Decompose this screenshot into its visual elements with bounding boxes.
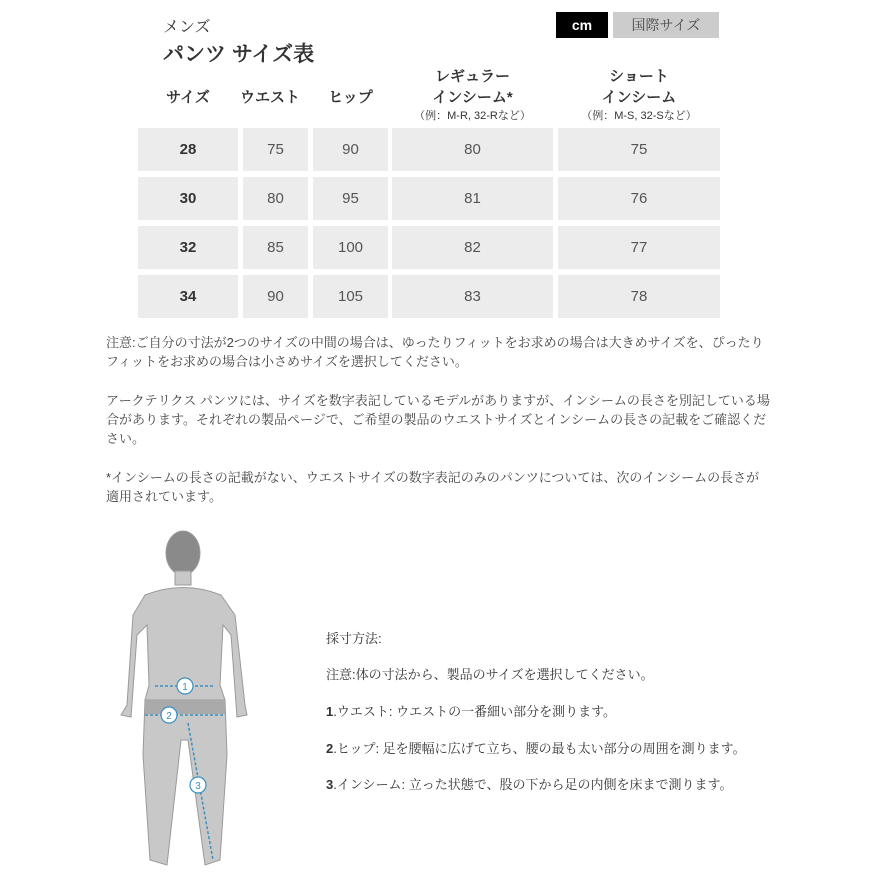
measurement-cell: 77 xyxy=(558,226,720,269)
measurement-cell: 105 xyxy=(313,275,388,318)
column-header-regular-inseam xyxy=(392,66,553,124)
measurement-cell: 100 xyxy=(313,226,388,269)
measurement-cell: 78 xyxy=(558,275,720,318)
category-label: メンズ xyxy=(163,19,211,36)
size-cell: 28 xyxy=(138,128,238,171)
measurement-cell: 80 xyxy=(243,177,308,220)
measurement-cell: 80 xyxy=(392,128,553,171)
size-cell: 32 xyxy=(138,226,238,269)
header-note: （例：M-S, 32-Sなど） xyxy=(581,110,697,122)
step-text: .ヒップ: 足を腰幅に広げて立ち、腰の最も太い部分の周囲を測ります。 xyxy=(333,741,746,756)
measure-caution: 注意:体の寸法から、製品のサイズを選択してください。 xyxy=(326,667,654,682)
note-paragraph: アークテリクス パンツには、サイズを数字表記しているモデルがありますが、インシームの長さを別記している場合があります。それぞれの製品ページで、ご希望の製品のウエストサイズとインシームの長さの記載をご確認ください。 xyxy=(106,393,770,446)
column-header-size: サイズ xyxy=(166,89,210,106)
step-number: 1 xyxy=(326,704,334,719)
column-header-hip: ヒップ xyxy=(328,89,373,106)
measurement-cell: 95 xyxy=(313,177,388,220)
step-text: .インシーム: 立った状態で、股の下から足の内側を床まで測ります。 xyxy=(333,777,733,792)
column-header-short-inseam xyxy=(558,66,720,124)
step-text: .ウエスト: ウエストの一番細い部分を測ります。 xyxy=(333,704,617,719)
measure-step-hip xyxy=(326,738,746,757)
measurement-cell: 85 xyxy=(243,226,308,269)
marker-inseam: 3 xyxy=(195,781,201,792)
measurement-cell: 75 xyxy=(558,128,720,171)
measurement-cell: 90 xyxy=(243,275,308,318)
body-measurement-figure xyxy=(105,525,275,890)
header-note: （例：M-R, 32-Rなど） xyxy=(414,110,531,122)
header-line: ショート xyxy=(609,68,669,85)
international-size-toggle-button[interactable]: 国際サイズ xyxy=(613,12,719,38)
measurement-cell: 75 xyxy=(243,128,308,171)
measurement-cell: 83 xyxy=(392,275,553,318)
step-number: 2 xyxy=(326,741,334,756)
measurement-cell: 90 xyxy=(313,128,388,171)
measure-title: 採寸方法: xyxy=(326,631,382,646)
measure-step-waist xyxy=(326,701,616,720)
marker-hip: 2 xyxy=(166,711,172,722)
header-line: インシーム xyxy=(601,89,677,106)
column-header-waist: ウエスト xyxy=(239,89,300,106)
size-cell: 34 xyxy=(138,275,238,318)
step-number: 3 xyxy=(326,777,334,792)
cm-toggle-button[interactable]: cm xyxy=(556,12,608,38)
page-title: パンツ サイズ表 xyxy=(163,43,315,66)
header-line: インシーム* xyxy=(432,89,513,106)
measurement-cell: 76 xyxy=(558,177,720,220)
measure-step-inseam xyxy=(326,774,732,793)
measurement-cell: 81 xyxy=(392,177,553,220)
note-paragraph: *インシームの長さの記載がない、ウエストサイズの数字表記のみのパンツについては、次のインシームの長さが適用されています。 xyxy=(106,470,760,504)
header-line: レギュラー xyxy=(434,68,510,85)
note-paragraph: 注意:ご自分の寸法が2つのサイズの中間の場合は、ゆったりフィットをお求めの場合は大きめサイズを、ぴったりフィットをお求めの場合は小さめサイズを選択してください。 xyxy=(106,335,764,369)
measurement-cell: 82 xyxy=(392,226,553,269)
size-cell: 30 xyxy=(138,177,238,220)
marker-waist: 1 xyxy=(182,682,188,693)
